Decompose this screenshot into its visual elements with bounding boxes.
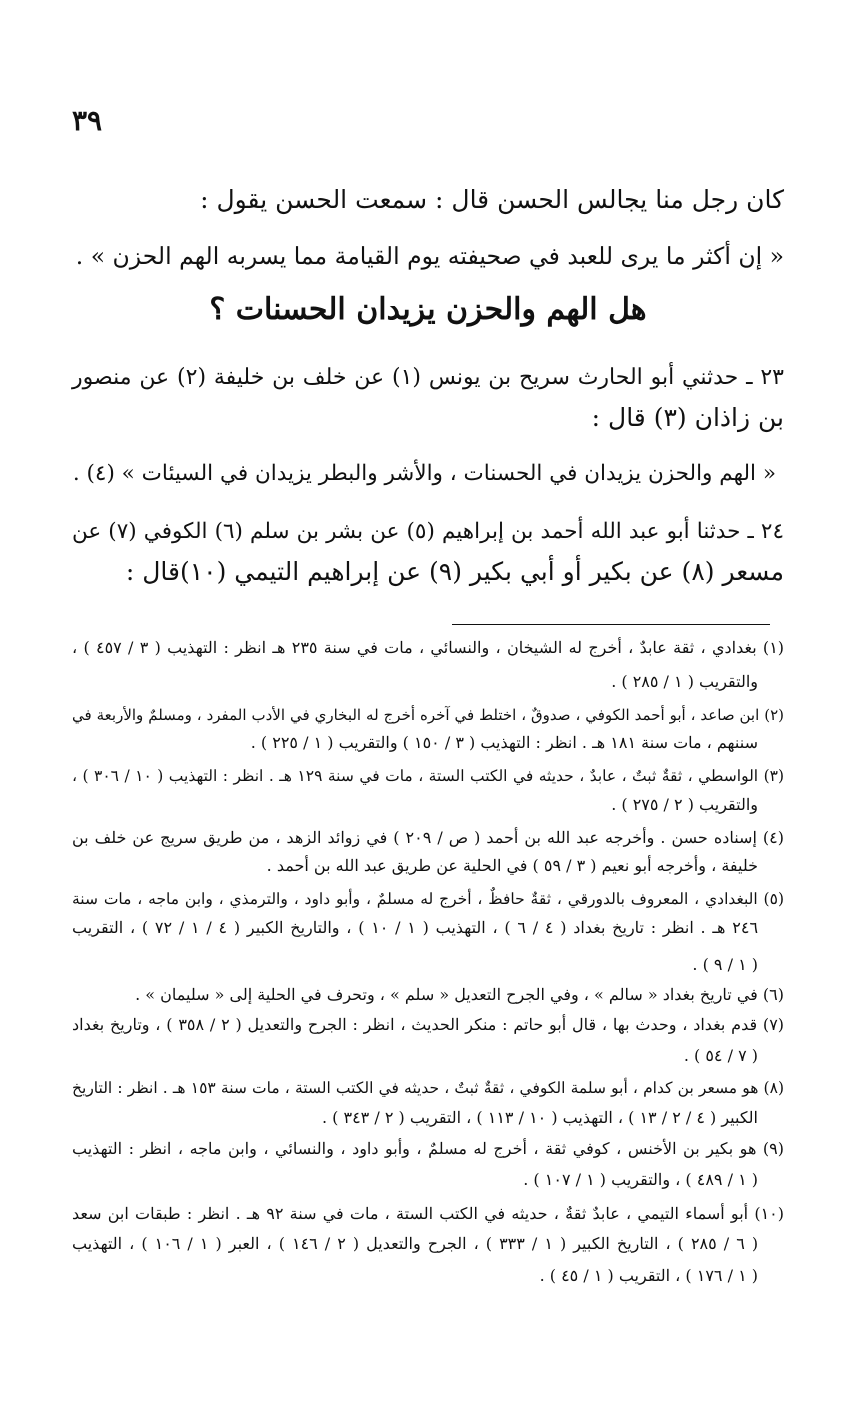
hadith-24-line-2: مسعر (٨) عن بكير أو أبي بكير (٩) عن إبراهيم التيمي (١٠)قال : — [125, 557, 784, 586]
body-line: كان رجل منا يجالس الحسن قال : سمعت الحسن يقول : — [200, 185, 784, 214]
footnote-9-cont: ( ١ / ٤٨٩ ) ، والتقريب ( ١ / ١٠٧ ) . — [523, 1170, 758, 1189]
footnote-4-cont: خليفة ، وأخرجه أبو نعيم ( ٣ / ٥٩ ) في الحلية عن طريق عبد الله بن أحمد . — [266, 856, 758, 875]
footnote-4: (٤) إسناده حسن . وأخرجه عبد الله بن أحمد ( ص / ٢٠٩ ) في زوائد الزهد ، من طريق سريج عن خلف بن — [72, 828, 784, 847]
footnote-10-cont: ( ١ / ١٧٦ ) ، التقريب ( ١ / ٤٥ ) . — [539, 1266, 758, 1285]
quote-line: « الهم والحزن يزيدان في الحسنات ، والأشر والبطر يزيدان في السيئات » (٤) . — [72, 461, 776, 486]
quote-line: « إن أكثر ما يرى للعبد في صحيفته يوم القيامة مما يسربه الهم الحزن » . — [75, 242, 784, 270]
footnote-10: (١٠) أبو أسماء التيمي ، عابدٌ ثقةٌ ، حديثه في الكتب الستة ، مات في سنة ٩٢ هـ . انظر : طبقات ابن سعد — [72, 1204, 785, 1223]
footnote-5-cont: ٢٤٦ هـ . انظر : تاريخ بغداد ( ٤ / ٦ ) ، التهذيب ( ١ / ١٠ ) ، والتاريخ الكبير ( ٤ / ١ / ٧٢ ) ، التقريب — [72, 918, 759, 937]
footnote-7: (٧) قدم بغداد ، وحدث بها ، قال أبو حاتم : منكر الحديث ، انظر : الجرح والتعديل ( ٢ / ٣٥٨ ) ، وتاريخ بغداد — [72, 1015, 785, 1034]
footnote-6: (٦) في تاريخ بغداد « سالم » ، وفي الجرح التعديل « سلم » ، وتحرف في الحلية إلى « سليمان » . — [135, 985, 784, 1004]
footnote-7-cont: ( ٧ / ٥٤ ) . — [683, 1046, 758, 1065]
footnote-1-cont: والتقريب ( ١ / ٢٨٥ ) . — [611, 672, 758, 691]
footnote-separator — [452, 624, 770, 625]
footnote-9: (٩) هو بكير بن الأخنس ، كوفي ثقة ، أخرج له مسلمٌ ، وأبو داود ، والنسائي ، وابن ماجه ، انظر : التهذيب — [72, 1139, 784, 1158]
section-heading: هل الهم والحزن يزيدان الحسنات ؟ — [209, 292, 647, 327]
footnote-5: (٥) البغدادي ، المعروف بالدورقي ، ثقةٌ حافظٌ ، أخرج له مسلمٌ ، وأبو داود ، والترمذي ، وابن ماجه ، مات سنة — [72, 890, 784, 908]
footnote-1: (١) بغدادي ، ثقة عابدٌ ، أخرج له الشيخان ، والنسائي ، مات في سنة ٢٣٥ هـ انظر : التهذيب ( ٣ / ٤٥٧ ) ، — [72, 638, 785, 657]
footnote-10-cont: ( ٦ / ٢٨٥ ) ، التاريخ الكبير ( ١ / ٣٣٣ ) ، الجرح والتعديل ( ٢ / ١٤٦ ) ، العبر ( ١ / ١٠٦ ) ، التهذيب — [72, 1234, 759, 1253]
footnote-3: (٣) الواسطي ، ثقةٌ ثبتٌ ، عابدٌ ، حديثه في الكتب الستة ، مات في سنة ١٢٩ هـ . انظر : التهذيب ( ١٠ / ٣٠٦ ) ، — [72, 767, 785, 785]
hadith-23-line-2: بن زاذان (٣) قال : — [591, 403, 784, 432]
footnote-5-cont: ( ١ / ٩ ) . — [692, 955, 758, 974]
footnote-3-cont: والتقريب ( ٢ / ٢٧٥ ) . — [611, 795, 758, 814]
hadith-23-line-1: ٢٣ ـ حدثني أبو الحارث سريح بن يونس (١) عن خلف بن خليفة (٢) عن منصور — [72, 365, 784, 390]
page-number: ٣٩ — [72, 104, 103, 137]
hadith-24-line-1: ٢٤ ـ حدثنا أبو عبد الله أحمد بن إبراهيم (٥) عن بشر بن سلم (٦) الكوفي (٧) عن — [72, 519, 785, 544]
footnote-2: (٢) ابن صاعد ، أبو أحمد الكوفي ، صدوقٌ ، اختلط في آخره أخرج له البخاري في الأدب المفرد ، ومسلمٌ والأربعة في — [72, 706, 784, 724]
footnote-8-cont: الكبير ( ٤ / ٢ / ١٣ ) ، التهذيب ( ١٠ / ١١٣ ) ، التقريب ( ٢ / ٣٤٣ ) . — [321, 1108, 758, 1127]
footnote-2-cont: سننهم ، مات سنة ١٨١ هـ . انظر : التهذيب ( ٣ / ١٥٠ ) والتقريب ( ١ / ٢٢٥ ) . — [250, 733, 758, 752]
footnote-8: (٨) هو مسعر بن كدام ، أبو سلمة الكوفي ، ثقةٌ ثبتٌ ، حديثه في الكتب الستة ، مات سنة ١٥٣ هـ . انظر : التاريخ — [72, 1079, 784, 1097]
